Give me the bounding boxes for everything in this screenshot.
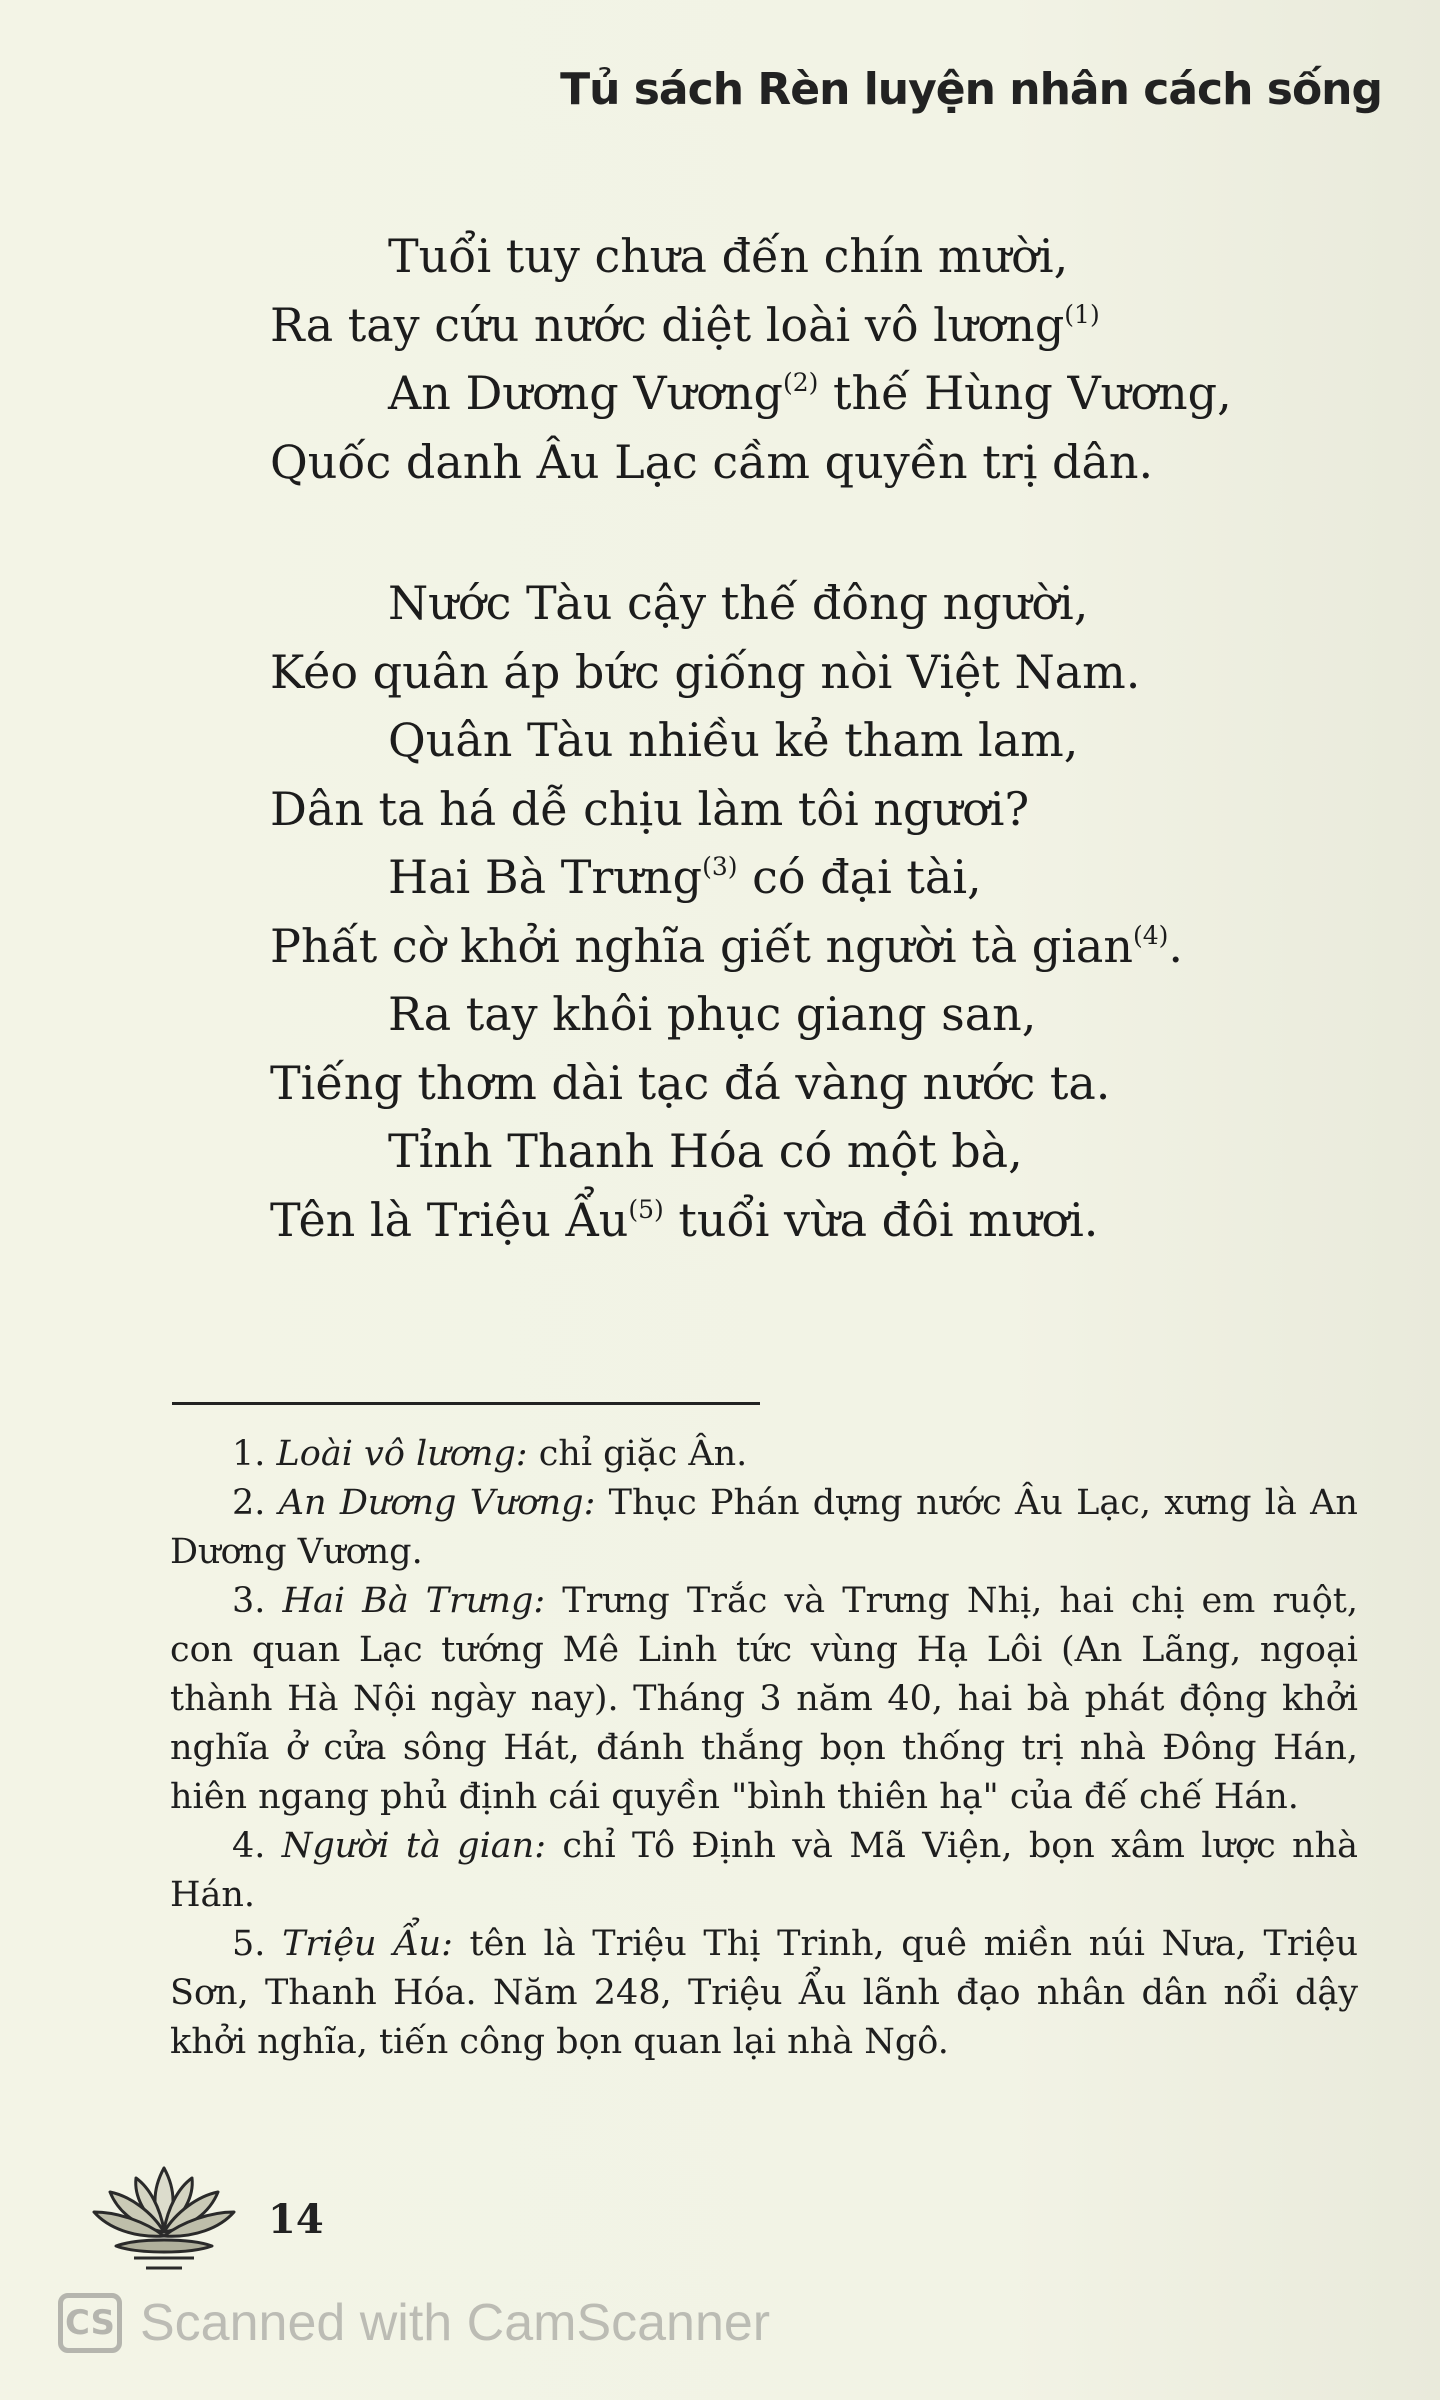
footnote-item: 3. Hai Bà Trưng: Trưng Trắc và Trưng Nhị, hai chị em ruột, con quan Lạc tướng Mê Linh tức vùng Hạ Lôi (An Lãng, ngoại thành Hà Nội ngày nay). Tháng 3 năm 40, hai bà phát động khởi nghĩa ở cửa sông Hát, đánh thắng bọn thống trị nhà Đông Hán, hiên ngang phủ định cái quyền "bình thiên hạ" của đế chế Hán. <box>170 1581 1358 1817</box>
footnote-ref: (1) <box>1064 299 1100 329</box>
footnote-ref: (4) <box>1132 920 1169 950</box>
poem-line: Dân ta há dễ chịu làm tôi ngươi? <box>270 781 1030 836</box>
poem-line: Quốc danh Âu Lạc cầm quyền trị dân. <box>270 434 1154 489</box>
poem-line: Ra tay cứu nước diệt loài vô lương$^{(1)}$ <box>270 297 1100 352</box>
poem-line: Tên là Triệu Ẩu$^{(5)}$ tuổi vừa đôi mươi. <box>270 1192 1099 1247</box>
poem-line: Tuổi tuy chưa đến chín mười, <box>388 229 1069 283</box>
poem-line: Hai Bà Trưng$^{(3)}$ có đại tài, <box>388 850 982 904</box>
camscanner-watermark <box>58 2288 770 2358</box>
footnote-ref: (5) <box>628 1194 664 1224</box>
footnotes <box>170 1430 1358 2067</box>
poem-line: Tỉnh Thanh Hóa có một bà, <box>388 1124 1023 1178</box>
poem-line: Quân Tàu nhiều kẻ tham lam, <box>388 713 1079 767</box>
footnote-item: 1. Loài vô lương: chỉ giặc Ân. <box>232 1434 748 1474</box>
stanza-gap <box>270 496 1350 569</box>
poem-line: An Dương Vương$^{(2)}$ thế Hùng Vương, <box>388 366 1232 420</box>
poem-line: Kéo quân áp bức giống nòi Việt Nam. <box>270 644 1141 699</box>
footnote-item: 2. An Dương Vương: Thục Phán dựng nước Âu Lạc, xưng là An Dương Vương. <box>170 1483 1358 1572</box>
poem-line: Ra tay khôi phục giang san, <box>388 987 1037 1041</box>
series-title: Tủ sách Rèn luyện nhân cách sống <box>560 64 1382 115</box>
poem-line: Nước Tàu cậy thế đông người, <box>388 576 1089 630</box>
poem <box>270 222 1350 1254</box>
footnote-divider <box>172 1402 760 1405</box>
page-number: 14 <box>268 2196 324 2243</box>
camscanner-logo-icon: CS <box>58 2293 122 2353</box>
poem-line: Tiếng thơm dài tạc đá vàng nước ta. <box>270 1055 1111 1110</box>
poem-line: Phất cờ khởi nghĩa giết người tà gian$^{(4)}$. <box>270 918 1184 973</box>
footnote-ref: (3) <box>702 852 738 881</box>
footnote-ref: (2) <box>782 368 819 397</box>
footnote-item: 5. Triệu Ẩu: tên là Triệu Thị Trinh, quê miền núi Nưa, Triệu Sơn, Thanh Hóa. Năm 248, Triệu Ẩu lãnh đạo nhân dân nổi dậy khởi nghĩa, tiến công bọn quan lại nhà Ngô. <box>170 1924 1358 2062</box>
footnote-item: 4. Người tà gian: chỉ Tô Định và Mã Viện, bọn xâm lược nhà Hán. <box>170 1826 1358 1915</box>
watermark-text: Scanned with CamScanner <box>140 2294 771 2352</box>
lotus-ornament-icon <box>86 2156 242 2276</box>
